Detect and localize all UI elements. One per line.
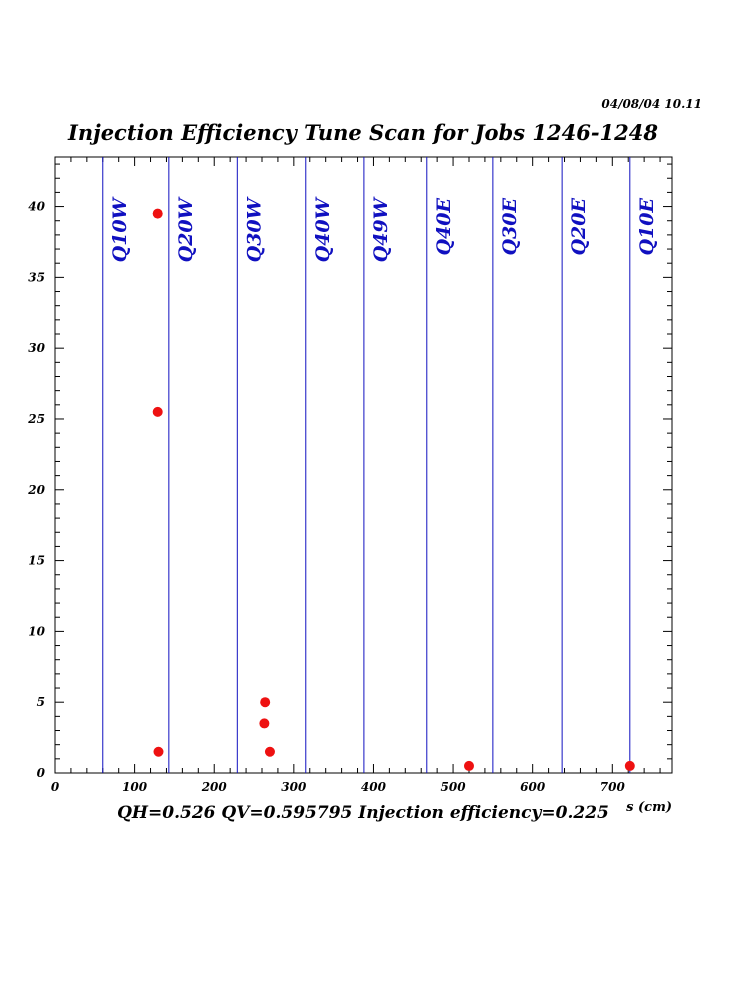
y-tick-label: 35 — [28, 270, 45, 285]
timestamp: 04/08/04 10.11 — [601, 97, 702, 111]
x-tick-label: 400 — [360, 780, 386, 794]
y-tick-label: 5 — [36, 695, 45, 710]
x-tick-label: 100 — [122, 780, 148, 794]
chart-title: Injection Efficiency Tune Scan for Jobs 1246-1248 — [68, 120, 658, 145]
data-point — [153, 407, 163, 417]
footer-text: QH=0.526 QV=0.595795 Injection efficiency=0.225 — [117, 803, 609, 823]
data-point — [153, 747, 163, 757]
x-axis-label: s (cm) — [626, 800, 672, 815]
x-tick-labels — [51, 780, 626, 794]
data-point — [265, 747, 275, 757]
quadrupole-label: Q40E — [432, 198, 455, 256]
quadrupole-label: Q40W — [311, 198, 334, 263]
quadrupole-label: Q30W — [243, 198, 266, 263]
data-point — [464, 761, 474, 771]
quadrupole-label: Q20W — [174, 197, 197, 263]
x-tick-label: 500 — [440, 780, 466, 794]
x-tick-label: 300 — [281, 780, 307, 794]
y-tick-label: 30 — [28, 341, 45, 356]
data-point — [153, 209, 163, 219]
x-tick-label: 700 — [599, 780, 625, 794]
x-tick-label: 600 — [520, 780, 546, 794]
quadrupole-label: Q10E — [635, 198, 658, 256]
quadrupole-label: Q49W — [369, 198, 392, 263]
quadrupole-label: Q30E — [498, 198, 521, 256]
quadrupole-label: Q10W — [108, 198, 131, 263]
y-tick-label: 15 — [28, 553, 45, 568]
x-tick-label: 200 — [201, 780, 227, 794]
data-point — [260, 697, 270, 707]
y-tick-label: 25 — [28, 411, 45, 426]
data-point — [625, 761, 635, 771]
y-tick-label: 10 — [28, 624, 45, 639]
x-tick-label: 0 — [50, 780, 60, 794]
quadrupole-label: Q20E — [568, 198, 591, 256]
y-tick-labels — [27, 200, 45, 780]
data-point — [259, 718, 269, 728]
y-tick-label: 40 — [28, 199, 45, 214]
quadrupole-markers — [103, 157, 658, 773]
y-tick-label: 20 — [28, 482, 45, 497]
y-tick-label: 0 — [36, 766, 45, 780]
